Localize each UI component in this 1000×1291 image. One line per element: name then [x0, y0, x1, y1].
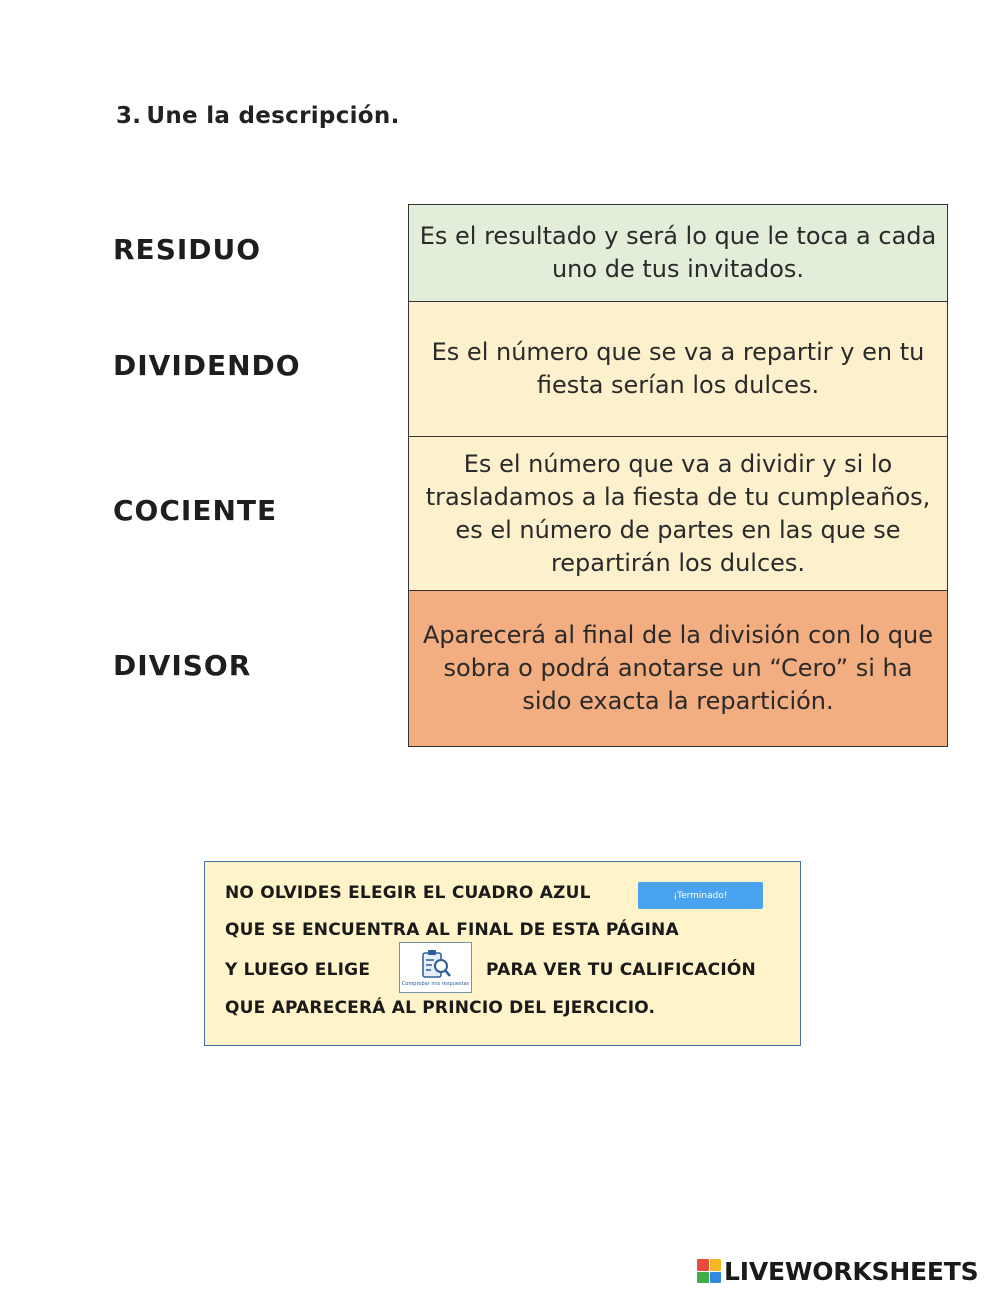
- term-residuo[interactable]: RESIDUO: [113, 233, 262, 266]
- description-text-2: Es el número que se va a repartir y en tu fiesta serían los dulces.: [431, 338, 925, 399]
- notice-line-3a: Y LUEGO ELIGE: [225, 960, 371, 980]
- notice-line-1: NO OLVIDES ELEGIR EL CUADRO AZUL: [225, 883, 591, 903]
- description-box-4[interactable]: [408, 590, 948, 747]
- term-dividendo[interactable]: DIVIDENDO: [113, 349, 301, 382]
- description-text-3: Es el número que va a dividir y si lo trasladamos a la fiesta de tu cumpleaños, es el número de partes en las que se repartirán los dulces.: [425, 449, 931, 577]
- description-box-1[interactable]: [408, 204, 948, 302]
- check-answers-caption: Comprobar mis respuestas: [401, 980, 470, 987]
- description-text-1: Es el resultado y será lo que le toca a cada uno de tus invitados.: [419, 222, 937, 283]
- clipboard-magnifier-icon: [419, 949, 453, 979]
- finished-button-sample: ¡Terminado!: [638, 882, 763, 909]
- liveworksheets-brand: [697, 1256, 978, 1286]
- notice-line-4: QUE APARECERÁ AL PRINCIO DEL EJERCICIO.: [225, 998, 656, 1018]
- description-box-2[interactable]: [408, 301, 948, 437]
- term-divisor[interactable]: DIVISOR: [113, 649, 252, 682]
- term-cociente[interactable]: COCIENTE: [113, 494, 278, 527]
- description-box-3[interactable]: [408, 436, 948, 591]
- liveworksheets-logo-icon: [697, 1259, 721, 1283]
- exercise-heading: [116, 103, 400, 129]
- exercise-instruction: Une la descripción.: [146, 103, 400, 129]
- exercise-number: 3.: [116, 103, 142, 129]
- brand-name: LIVEWORKSHEETS: [724, 1256, 979, 1286]
- notice-line-2: QUE SE ENCUENTRA AL FINAL DE ESTA PÁGINA: [225, 920, 679, 940]
- instructions-notice: [204, 861, 801, 1046]
- notice-line-3b: PARA VER TU CALIFICACIÓN: [486, 960, 756, 980]
- check-answers-button-sample: [399, 942, 472, 993]
- description-text-4: Aparecerá al final de la división con lo que sobra o podrá anotarse un “Cero” si ha sido exacta la repartición.: [423, 621, 933, 715]
